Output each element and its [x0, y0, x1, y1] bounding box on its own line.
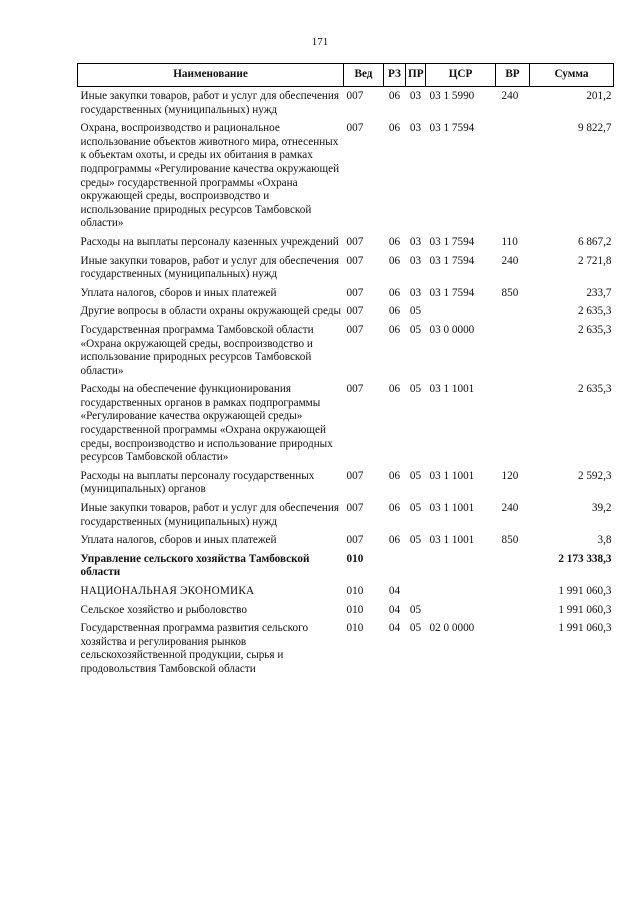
- cell-name: Иные закупки товаров, работ и услуг для обеспечения государственных (муниципальных) нужд: [80, 502, 340, 528]
- cell-name: Государственная программа развития сельского хозяйства и регулирования рынков сельскохозяйственной продукции, сырья и продовольствия Тамбовской области: [80, 622, 309, 675]
- cell-sum: 2 635,3: [577, 305, 612, 318]
- cell-sum: 201,2: [586, 90, 612, 102]
- cell-name: Управление сельского хозяйства Тамбовской области: [80, 552, 310, 579]
- cell-name: Расходы на выплаты персоналу государственных (муниципальных) органов: [80, 469, 315, 496]
- cell-csr: 03 1 1001: [429, 383, 475, 396]
- cell-csr: 02 0 0000: [429, 622, 475, 635]
- header-pr: ПР: [406, 64, 426, 87]
- cell-vr: [496, 550, 530, 582]
- header-vr: ВР: [496, 64, 530, 87]
- cell-rz: 06: [388, 235, 401, 248]
- cell-rz: 06: [388, 254, 401, 267]
- cell-csr: 03 1 1001: [429, 534, 475, 547]
- cell-rz: 04: [388, 585, 401, 597]
- cell-ved: 007: [346, 122, 364, 135]
- table-row: [78, 601, 614, 620]
- cell-pr: 03: [409, 254, 422, 267]
- table-row: [78, 582, 614, 601]
- table-row: [78, 302, 614, 321]
- cell-sum: 2 635,3: [577, 323, 612, 336]
- table-row: [78, 499, 614, 531]
- table-row: [78, 550, 614, 582]
- cell-ved: 007: [346, 254, 364, 267]
- table-row: [78, 619, 614, 678]
- cell-ved: 007: [346, 305, 364, 318]
- cell-rz: 06: [388, 323, 401, 336]
- cell-vr: [496, 582, 530, 601]
- cell-pr: 05: [409, 323, 422, 336]
- cell-name: Охрана, воспроизводство и рациональное использование объектов животного мира, отнесенных к объектам охоты, и среды их обитания в рамках подпрограммы «Регулирование качества окружающей среды» государственной программы «Охрана окружающей среды, воспроизводство и использование природных ресурсов Тамбовской области»: [80, 122, 340, 230]
- cell-ved: 010: [346, 603, 364, 616]
- header-ved: Вед: [344, 64, 384, 87]
- cell-csr: 03 1 7594: [429, 286, 475, 299]
- cell-ved: 007: [346, 235, 364, 248]
- table-row: [78, 119, 614, 233]
- cell-rz: 06: [388, 534, 401, 547]
- cell-name: Уплата налогов, сборов и иных платежей: [80, 286, 277, 299]
- cell-name: Расходы на обеспечение функционирования государственных органов в рамках подпрограммы «Регулирование качества окружающей среды» государственной программы «Охрана окружающей среды, воспроизводство и использование природных ресурсов Тамбовской области»: [80, 383, 333, 464]
- page-number: 171: [311, 36, 329, 48]
- cell-vr: 110: [501, 235, 518, 248]
- cell-sum: 9 822,7: [577, 122, 612, 135]
- cell-name: Сельское хозяйство и рыболовство: [80, 603, 247, 616]
- table-row: [78, 87, 614, 120]
- cell-ved: 007: [346, 534, 364, 547]
- cell-csr: 03 1 7594: [429, 122, 475, 135]
- cell-vr: [496, 119, 530, 233]
- cell-vr: [496, 380, 530, 467]
- cell-pr: 05: [409, 469, 422, 482]
- header-row: [78, 64, 614, 87]
- cell-vr: 240: [501, 254, 519, 267]
- cell-csr: 03 0 0000: [429, 323, 475, 336]
- cell-sum: 2 592,3: [577, 469, 612, 482]
- header-sum: Сумма: [530, 64, 614, 87]
- cell-pr: 03: [409, 90, 422, 102]
- cell-rz: 06: [388, 469, 401, 482]
- cell-ved: 010: [346, 622, 364, 635]
- cell-rz: [384, 550, 406, 582]
- cell-ved: 010: [346, 585, 364, 597]
- cell-rz: 06: [388, 122, 401, 135]
- cell-sum: 2 173 338,3: [558, 552, 612, 565]
- cell-sum: 2 721,8: [577, 254, 612, 267]
- cell-rz: 06: [388, 305, 401, 318]
- header-rz: РЗ: [384, 64, 406, 87]
- cell-csr: [426, 601, 496, 620]
- cell-csr: 03 1 1001: [429, 469, 475, 482]
- cell-name: Иные закупки товаров, работ и услуг для обеспечения государственных (муниципальных) нужд: [80, 254, 340, 281]
- cell-csr: [426, 302, 496, 321]
- cell-name: НАЦИОНАЛЬНАЯ ЭКОНОМИКА: [80, 585, 255, 597]
- cell-ved: 007: [346, 286, 364, 299]
- table-row: [78, 233, 614, 252]
- budget-table-container: [77, 63, 613, 679]
- cell-vr: 120: [501, 469, 519, 482]
- cell-pr: 05: [409, 603, 422, 616]
- cell-name: Уплата налогов, сборов и иных платежей: [80, 534, 277, 547]
- cell-csr: 03 1 7594: [429, 254, 475, 267]
- cell-vr: [496, 302, 530, 321]
- cell-pr: 05: [409, 305, 422, 318]
- cell-csr: 03 1 5990: [429, 90, 475, 102]
- cell-csr: 03 1 7594: [429, 235, 475, 248]
- table-header: [78, 64, 614, 87]
- cell-name: Государственная программа Тамбовской области «Охрана окружающей среды, воспроизводство и использование природных ресурсов Тамбовской области»: [80, 323, 314, 377]
- cell-vr: [496, 601, 530, 620]
- cell-rz: 04: [388, 603, 401, 616]
- cell-vr: 240: [501, 90, 519, 102]
- cell-ved: 007: [346, 502, 364, 515]
- cell-vr: [496, 619, 530, 678]
- cell-vr: 850: [501, 534, 519, 547]
- cell-pr: 05: [409, 622, 422, 635]
- cell-sum: 233,7: [586, 286, 612, 299]
- cell-csr: [426, 582, 496, 601]
- cell-sum: 3,8: [597, 534, 612, 547]
- cell-sum: 39,2: [591, 502, 612, 515]
- cell-ved: 007: [346, 383, 364, 396]
- cell-csr: 03 1 1001: [429, 502, 475, 515]
- cell-rz: 06: [388, 286, 401, 299]
- cell-pr: 05: [409, 534, 422, 547]
- table-row: [78, 284, 614, 303]
- cell-rz: 06: [388, 383, 401, 396]
- cell-rz: 04: [388, 622, 401, 635]
- cell-pr: 03: [409, 235, 422, 248]
- cell-pr: 05: [409, 502, 422, 515]
- budget-table: [77, 63, 614, 679]
- cell-pr: 03: [409, 286, 422, 299]
- cell-csr: [426, 550, 496, 582]
- cell-pr: [406, 582, 426, 601]
- cell-pr: [406, 550, 426, 582]
- cell-name: Другие вопросы в области охраны окружающей среды: [80, 305, 342, 318]
- cell-ved: 007: [346, 90, 364, 102]
- header-csr: ЦСР: [426, 64, 496, 87]
- cell-sum: 1 991 060,3: [558, 622, 612, 635]
- cell-sum: 6 867,2: [577, 235, 612, 248]
- cell-pr: 03: [409, 122, 422, 135]
- table-row: [78, 252, 614, 284]
- cell-sum: 1 991 060,3: [558, 603, 612, 616]
- cell-sum: 2 635,3: [577, 383, 612, 396]
- cell-pr: 05: [409, 383, 422, 396]
- table-row: [78, 380, 614, 467]
- cell-name: Иные закупки товаров, работ и услуг для обеспечения государственных (муниципальных) нужд: [80, 90, 340, 116]
- table-row: [78, 467, 614, 499]
- table-row: [78, 531, 614, 550]
- cell-rz: 06: [388, 502, 401, 515]
- cell-sum: 1 991 060,3: [558, 585, 612, 597]
- cell-ved: 007: [346, 469, 364, 482]
- cell-rz: 06: [388, 90, 401, 102]
- cell-name: Расходы на выплаты персоналу казенных учреждений: [80, 235, 339, 248]
- cell-ved: 010: [346, 552, 364, 565]
- cell-vr: 240: [501, 502, 519, 515]
- cell-vr: [496, 321, 530, 380]
- table-body: [78, 87, 614, 679]
- header-name: Наименование: [78, 64, 344, 87]
- cell-ved: 007: [346, 323, 364, 336]
- cell-vr: 850: [501, 286, 519, 299]
- table-row: [78, 321, 614, 380]
